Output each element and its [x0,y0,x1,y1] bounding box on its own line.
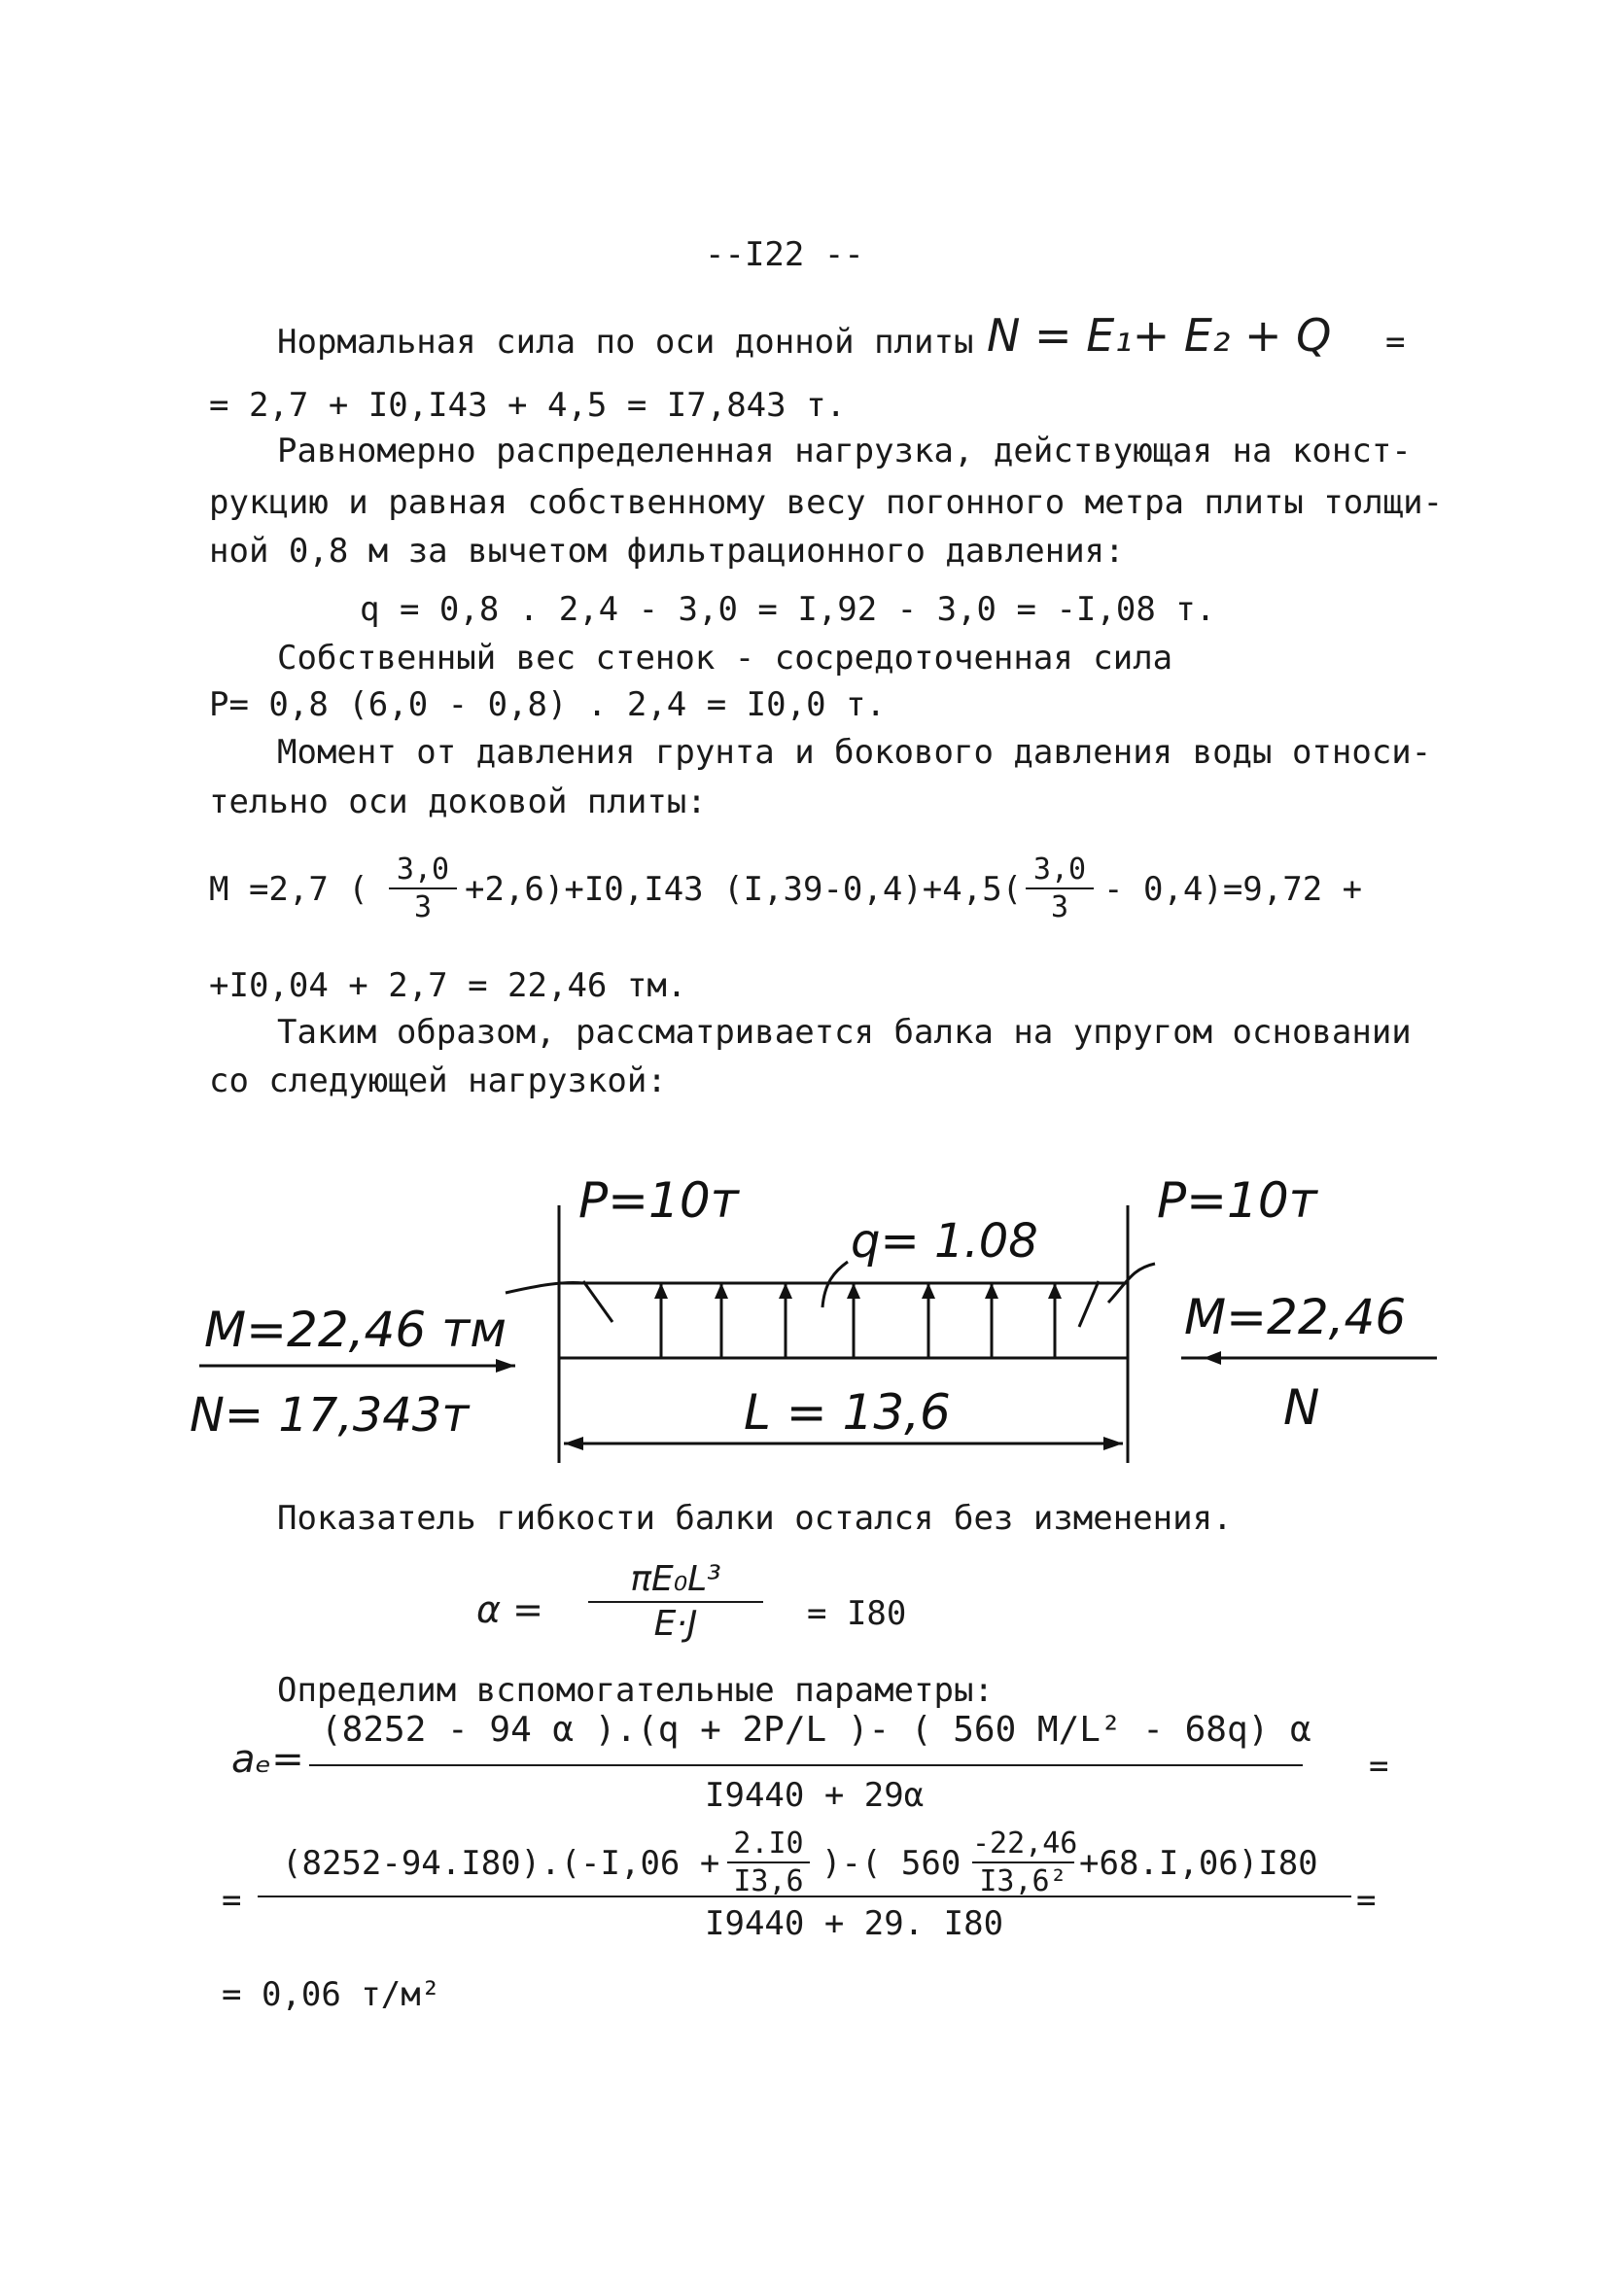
fraction-bar [588,1601,763,1603]
az-result: = 0,06 т/м² [222,1975,441,2014]
m-left-label: M=22,46 тм [204,1302,507,1358]
az-fraction-2g-den: I3,6² [979,1864,1067,1898]
beam-load-diagram [0,1147,1608,1478]
flexibility-text: Показатель гибкости балки остался без изменения. [277,1499,1233,1538]
load-arrowhead [922,1283,935,1299]
force-arrow-right [1079,1281,1099,1327]
az-fraction-2f-num: 2.I0 [733,1826,804,1861]
fraction-bar [389,887,457,889]
force-arrow-left [583,1281,612,1322]
uniform-load-line-2: рукцию и равная собственному весу погонного метра плиты толщи- [209,483,1444,522]
az-label: aₑ= [231,1737,304,1782]
moment-value: +I0,04 + 2,7 = 22,46 тм. [209,966,687,1005]
load-arrowhead [1048,1283,1062,1299]
az-eq-2: = [1356,1881,1377,1920]
flexibility-numerator: πE₀L³ [630,1559,721,1599]
az-fraction-2g-num: -22,46 [972,1826,1078,1861]
moment-fraction-2-num: 3,0 [1032,852,1087,887]
az-fraction-2f [727,1827,810,1897]
moment-fraction-2-den: 3 [1050,890,1069,924]
wall-weight-text: Собственный вес стенок - сосредоточенная сила [277,639,1173,678]
normal-force-label: Нормальная сила по оси донной плиты [277,323,974,362]
uniform-load-formula: q = 0,8 . 2,4 - 3,0 = I,92 - 3,0 = -I,08 т. [360,590,1216,629]
az-denominator-2: I9440 + 29. I80 [705,1904,1004,1943]
load-arrowhead [715,1283,728,1299]
moment-fraction-2 [1026,853,1094,923]
az-denominator-1: I9440 + 29α [705,1776,925,1815]
normal-force-value: = 2,7 + I0,I43 + 4,5 = I7,843 т. [209,386,847,425]
moment-fraction-1 [389,853,457,923]
beam-text-line-2: со следующей нагрузкой: [209,1061,667,1100]
load-arrowhead [847,1283,860,1299]
flexibility-lhs: α = [476,1588,543,1631]
az-fraction-bar-2 [258,1896,1351,1897]
moment-line-2: тельно оси доковой плиты: [209,783,707,821]
az-fraction-2f-den: I3,6 [733,1864,804,1898]
load-arrowhead [779,1283,792,1299]
az-eq-1: = [1369,1747,1389,1786]
az-fraction-bar-1 [309,1764,1303,1766]
moment-fraction-1-den: 3 [413,890,433,924]
aux-params-text: Определим вспомогательные параметры: [277,1671,994,1710]
fraction-bar [727,1861,810,1863]
q-label: q= 1.08 [851,1214,1038,1269]
az-lead-2: = [222,1881,242,1920]
uniform-load-line-3: ной 0,8 м за вычетом фильтрационного давления: [209,532,1125,571]
n-right-label: N [1283,1379,1320,1436]
fraction-bar [972,1861,1074,1863]
load-arrowhead [654,1283,668,1299]
uniform-load-line-1: Равномерно распределенная нагрузка, действующая на конст- [277,432,1412,470]
az-numerator-2c: +68.I,06)I80 [1079,1844,1318,1883]
flexibility-fraction [588,1560,763,1643]
flexibility-denominator: E·J [653,1603,698,1644]
az-numerator-2a: (8252-94.I80).(-I,06 + [282,1844,720,1883]
n-left-arrowhead [496,1359,515,1373]
moment-line-1: Момент от давления грунта и бокового давления воды относи- [277,733,1432,772]
moment-fraction-1-num: 3,0 [396,852,450,887]
az-numerator-1: (8252 - 94 α ).(q + 2P/L )- ( 560 M/L² - 68q) α [321,1710,1311,1750]
load-arrowhead [985,1283,998,1299]
wall-weight-formula: P= 0,8 (6,0 - 0,8) . 2,4 = I0,0 т. [209,685,886,724]
p-left-label: P=10т [578,1172,739,1229]
m-right-label: M=22,46 [1184,1289,1407,1345]
n-right-arrowhead [1204,1351,1221,1365]
span-arrowhead-right [1103,1437,1123,1450]
span-arrowhead-left [564,1437,583,1450]
p-right-label: P=10т [1157,1172,1317,1229]
moment-formula-part-b: +2,6)+I0,I43 (I,39-0,4)+4,5( [465,870,1023,909]
n-left-label: N= 17,343т [190,1388,470,1443]
moment-formula-part-a: M =2,7 ( [209,870,368,909]
fraction-bar [1026,887,1094,889]
beam-text-line-1: Таким образом, рассматривается балка на упругом основании [277,1013,1412,1052]
span-label: L = 13,6 [744,1384,951,1441]
az-numerator-2b: )-( 560 [821,1844,961,1883]
moment-formula-part-c: - 0,4)=9,72 + [1103,870,1363,909]
flexibility-rhs: = I80 [807,1594,907,1633]
m-left-leader [506,1282,583,1293]
page-number: --I22 -- [705,235,864,274]
normal-force-formula: N = E₁+ E₂ + Q [987,309,1332,362]
normal-force-eq-tail: = [1385,323,1406,362]
az-fraction-2g [972,1826,1078,1898]
